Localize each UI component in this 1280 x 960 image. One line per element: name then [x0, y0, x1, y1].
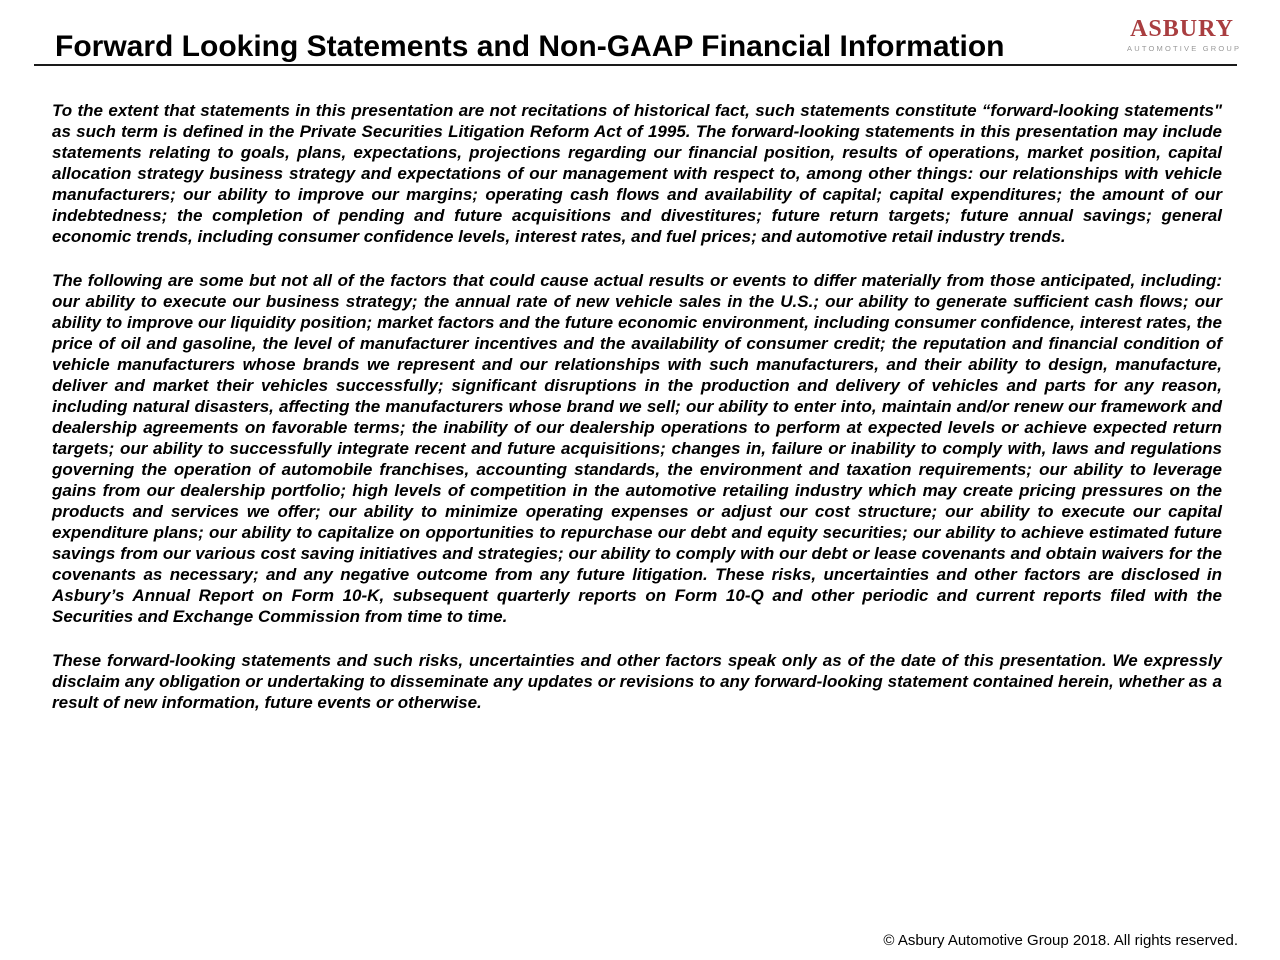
disclaimer-paragraph-2: The following are some but not all of the factors that could cause actual results or events to differ materially from those anticipated, including: our ability to execute our business strategy; the annual rate of new vehicle sales in the U.S.; our ability to generate sufficient cash flows; our ability to improve our liquidity position; market factors and the future economic environment, including consumer confidence, interest rates, the price of oil and gasoline, the level of manufacturer incentives and the availability of consumer credit; the reputation and financial condition of vehicle manufacturers whose brands we represent and our relationships with such manufacturers, and their ability to design, manufacture, deliver and market their vehicles successfully; significant disruptions in the production and delivery of vehicles and parts for any reason, including natural disasters, affecting the manufacturers whose brand we sell; our ability to enter into, maintain and/or renew our framework and dealership agreements on favorable terms; the inability of our dealership operations to perform at expected levels or achieve expected return targets; our ability to successfully integrate recent and future acquisitions; changes in, failure or inability to comply with, laws and regulations governing the operation of automobile franchises, accounting standards, the environment and taxation requirements; our ability to leverage gains from our dealership portfolio; high levels of competition in the automotive retailing industry which may create pricing pressures on the products and services we offer; our ability to minimize operating expenses or adjust our cost structure; our ability to execute our capital expenditure plans; our ability to capitalize on opportunities to repurchase our debt and equity securities; our ability to achieve estimated future savings from our various cost saving initiatives and strategies; our ability to comply with our debt or lease covenants and obtain waivers for the covenants as necessary; and any negative outcome from any future litigation. These risks, uncertainties and other factors are disclosed in Asbury’s Annual Report on Form 10-K, subsequent quarterly reports on Form 10-Q and other periodic and current reports filed with the Securities and Exchange Commission from time to time. — [52, 271, 1222, 626]
title-divider — [34, 64, 1237, 66]
copyright-notice: © Asbury Automotive Group 2018. All rights reserved. — [883, 932, 1238, 949]
asbury-logo-wordmark: ASBURY — [1130, 16, 1234, 42]
disclaimer-paragraph-3: These forward-looking statements and such risks, uncertainties and other factors speak only as of the date of this presentation. We expressly disclaim any obligation or undertaking to disseminate any updates or revisions to any forward-looking statement contained herein, whether as a result of new information, future events or otherwise. — [52, 651, 1222, 712]
page-title: Forward Looking Statements and Non-GAAP Financial Information — [55, 30, 1005, 63]
disclaimer-paragraph-1: To the extent that statements in this presentation are not recitations of historical fact, such statements constitute “forward-looking statements" as such term is defined in the Private Securities Litigation Reform Act of 1995. The forward-looking statements in this presentation may include statements relating to goals, plans, expectations, projections regarding our financial position, results of operations, market position, capital allocation strategy business strategy and expectations of our management with respect to, among other things: our relationships with vehicle manufacturers; our ability to improve our margins; operating cash flows and availability of capital; capital expenditures; the amount of our indebtedness; the completion of pending and future acquisitions and divestitures; future return targets; future annual savings; general economic trends, including consumer confidence levels, interest rates, and fuel prices; and automotive retail industry trends. — [52, 101, 1222, 246]
disclaimer-body — [52, 100, 1222, 736]
asbury-logo-tagline: AUTOMOTIVE GROUP — [1127, 44, 1242, 53]
asbury-logo — [1127, 16, 1242, 53]
